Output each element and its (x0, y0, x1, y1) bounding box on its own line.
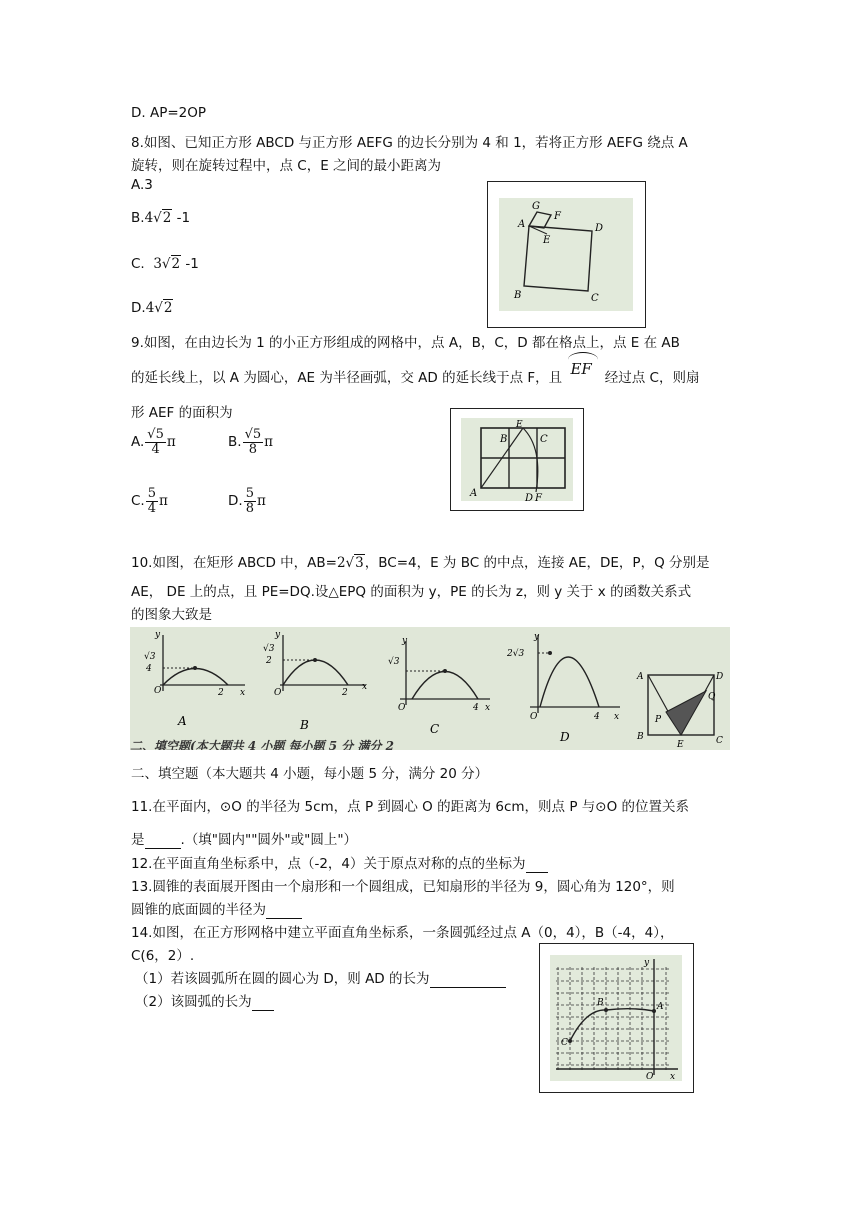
label-d: D (716, 672, 724, 682)
radicand: 2 (162, 210, 172, 226)
option-label: B. (228, 434, 242, 451)
fraction (243, 428, 264, 456)
sqrt: √2 (153, 210, 172, 226)
label-b: B (514, 290, 522, 301)
radicand: 2 (163, 300, 173, 316)
axis-x: x (240, 688, 246, 698)
axis-y: y (534, 632, 540, 642)
grid-sector-diagram (461, 418, 573, 501)
q8-option-a: A.3 (131, 177, 153, 193)
axis-y: y (644, 958, 650, 968)
label-a: A (657, 1002, 664, 1012)
sqrt: √2 (161, 256, 181, 272)
q8-stem-line1: 8.如图、已知正方形 ABCD 与正方形 AEFG 的边长分别为 4 和 1，若将正方形 AEFG 绕点 A (131, 135, 688, 151)
numerator: 5 (245, 486, 254, 501)
option-label: C. (131, 493, 145, 510)
q10-stem-line3: 的图象大致是 (131, 607, 212, 623)
q10-stem-line2: AE， DE 上的点，且 PE=DQ.设△EPQ 的面积为 y，PE 的长为 z，则 y 关于 x 的函数关系式 (131, 584, 692, 600)
option-label: D. (131, 300, 146, 316)
q14-part1 (135, 967, 506, 988)
q10-stem-part: 10.如图，在矩形 ABCD 中，AB= (131, 555, 337, 571)
answer-blank[interactable] (145, 832, 181, 849)
q10-stem-part: ，BC=4，E 为 BC 的中点，连接 AE，DE，P，Q 分别是 (364, 555, 710, 571)
graph-label: A (178, 714, 187, 728)
rectangle-figure (636, 672, 723, 750)
q10-graphs (130, 627, 730, 750)
label-q: Q (708, 692, 716, 702)
numerator: 5 (147, 486, 156, 501)
numerator: √5 (244, 427, 262, 442)
label-mid: 2 (266, 656, 272, 666)
axis-x: x (485, 703, 491, 713)
axis-x: x (362, 682, 368, 692)
label-e: E (516, 420, 523, 430)
q14-part2-text: （2）该圆弧的长为 (135, 994, 252, 1010)
section-2-heading: 二、填空题（本大题共 4 小题，每小题 5 分，满分 20 分） (131, 766, 489, 782)
label-e: E (677, 740, 684, 750)
tail: -1 (185, 256, 199, 272)
q7-option-d: D. AP=2OP (131, 105, 207, 121)
q11-stem-line1: 11.在平面内，⊙O 的半径为 5cm，点 P 到圆心 O 的距离为 6cm，则点 P 与⊙O 的位置关系 (131, 799, 689, 815)
option-label: D. (228, 493, 243, 510)
q11-stem-line2 (131, 828, 357, 849)
option-label: B. (131, 210, 145, 226)
graph-b (263, 630, 367, 732)
label-mid: 4 (146, 664, 152, 674)
option-label: C. (131, 256, 145, 272)
graph-d (506, 632, 620, 744)
answer-blank[interactable] (266, 902, 302, 919)
label-a: A (470, 488, 478, 499)
label-xv: 2 (342, 688, 348, 698)
label-xv: 2 (218, 688, 224, 698)
fraction (146, 487, 158, 515)
q8-stem-line2: 旋转，则在旋转过程中，点 C，E 之间的最小距离为 (131, 158, 442, 174)
q9-stem-part: 的延长线上，以 A 为圆心，AE 为半径画弧，交 AD 的延长线于点 F，且 (131, 370, 563, 386)
label-g: G (532, 201, 540, 212)
coef: 4 (145, 300, 155, 316)
label-b: B (637, 732, 644, 742)
axis-y: y (155, 630, 161, 640)
label-o: O (646, 1072, 654, 1081)
axis-y: y (275, 630, 281, 640)
arc-label: EF (570, 360, 592, 378)
label-o: O (530, 712, 538, 722)
q9-figure-frame (450, 408, 584, 511)
axis-x: x (614, 712, 620, 722)
coef: 2 (336, 555, 346, 571)
label-o: O (398, 703, 406, 713)
answer-blank[interactable] (430, 971, 506, 988)
pi: π (166, 434, 176, 451)
q9-stem-part: 经过点 C，则扇 (604, 370, 700, 386)
axis-y: y (402, 636, 408, 646)
sqrt: √3 (345, 555, 364, 571)
label-e: E (543, 235, 551, 246)
radicand: 3 (355, 555, 364, 571)
q8-option-c (131, 256, 199, 272)
q14-figure (550, 955, 682, 1081)
q8-option-b (131, 210, 190, 226)
option-label: A. (131, 434, 145, 451)
pi: π (264, 434, 273, 451)
q14-part2 (135, 990, 274, 1011)
label-f: F (535, 493, 542, 501)
label-xv: 4 (594, 712, 600, 722)
label-c: C (716, 736, 723, 746)
q14-stem-line2: C(6，2）. (131, 948, 195, 964)
denominator: 8 (248, 441, 257, 457)
denominator: 8 (245, 500, 254, 516)
radicand: 2 (171, 256, 181, 272)
answer-blank[interactable] (526, 856, 548, 873)
coef: 4 (144, 210, 154, 226)
graph-label: B (300, 718, 309, 732)
q9-figure (461, 418, 573, 501)
label-c: C (561, 1038, 568, 1048)
q9-option-d (228, 487, 266, 515)
graph-label: C (430, 722, 440, 736)
arc-ef-symbol (566, 360, 600, 386)
label-o: O (274, 688, 282, 698)
q9-stem-line1: 9.如图，在由边长为 1 的小正方形组成的网格中，点 A，B，C，D 都在格点上，点 E 在 AB (131, 335, 680, 351)
label-a: A (637, 672, 644, 682)
answer-blank[interactable] (252, 994, 274, 1011)
q9-option-b (228, 428, 273, 456)
label-xv: 4 (473, 703, 479, 713)
pi: π (159, 493, 168, 510)
label-b: B (597, 998, 604, 1008)
label-d: D (525, 493, 534, 501)
q9-stem-line3: 形 AEF 的面积为 (131, 405, 233, 421)
q10-figure-strip (130, 627, 730, 750)
q8-figure-frame (487, 181, 646, 328)
q13-stem-text: 圆锥的底面圆的半径为 (131, 902, 266, 918)
label-a: A (518, 219, 526, 230)
label-o: O (154, 686, 162, 696)
numerator: √5 (147, 427, 164, 442)
label-c: C (540, 434, 548, 445)
square-rotation-diagram (499, 198, 633, 311)
label-top: √3 (144, 652, 156, 662)
denominator: 4 (151, 441, 160, 457)
cutoff-text: 二、填空题(本大题共 4 小题 每小题 5 分 满分 2 (130, 739, 394, 750)
label-p: P (655, 715, 662, 725)
label-top: √3 (388, 657, 400, 667)
q8-figure (499, 198, 633, 311)
label-c: C (591, 293, 599, 304)
label-top: √3 (263, 644, 275, 654)
fraction (244, 487, 256, 515)
q11-stem-part: .（填"圆内""圆外"或"圆上"） (180, 832, 358, 848)
grid-arc-diagram (550, 955, 682, 1081)
q12-stem-text: 12.在平面直角坐标系中，点（-2，4）关于原点对称的点的坐标为 (131, 856, 526, 872)
label-f: F (554, 211, 561, 222)
q13-stem-line1: 13.圆锥的表面展开图由一个扇形和一个圆组成，已知扇形的半径为 9，圆心角为 120°，则 (131, 879, 675, 895)
q11-stem-part: 是 (131, 832, 145, 848)
graph-label: D (560, 730, 570, 744)
graph-a (144, 630, 245, 728)
q9-option-c (131, 487, 168, 515)
q9-stem-line2 (131, 360, 700, 386)
fraction (145, 428, 166, 456)
label-top: 2√3 (507, 649, 525, 659)
q14-stem-line1: 14.如图，在正方形网格中建立平面直角坐标系，一条圆弧经过点 A（0，4），B（-4，4）， (131, 925, 674, 941)
coef: 3 (153, 256, 162, 272)
q9-option-a (131, 428, 176, 456)
label-d: D (595, 223, 604, 234)
q13-stem-line2 (131, 898, 302, 919)
tail: -1 (176, 210, 191, 226)
axis-x: x (670, 1072, 676, 1081)
q8-option-d (131, 300, 173, 316)
q14-part1-text: （1）若该圆弧所在圆的圆心为 D，则 AD 的长为 (135, 971, 430, 987)
q10-stem-line1 (131, 551, 710, 571)
q14-figure-frame (539, 943, 694, 1093)
graph-c (388, 636, 490, 736)
q12-stem (131, 852, 548, 873)
label-b: B (500, 434, 508, 445)
sqrt: √2 (154, 300, 173, 316)
pi: π (256, 493, 266, 510)
denominator: 4 (147, 500, 156, 516)
